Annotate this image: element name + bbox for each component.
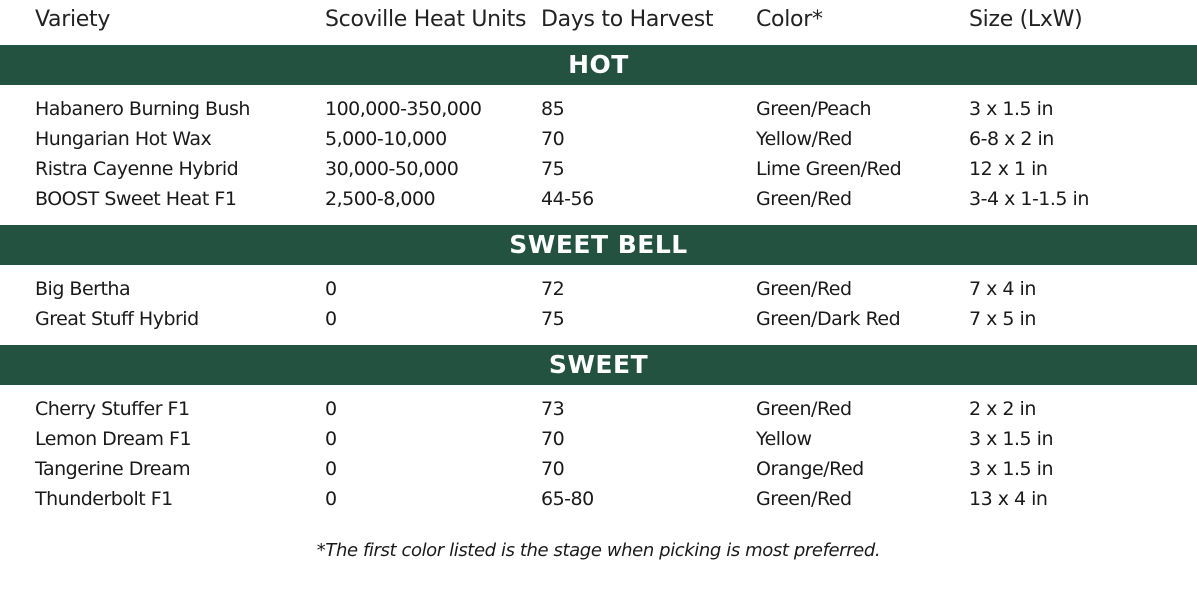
cell-variety: Thunderbolt F1	[35, 488, 173, 510]
cell-color: Green/Red	[756, 488, 852, 510]
column-header-color: Color*	[756, 7, 823, 32]
cell-color: Orange/Red	[756, 458, 864, 480]
cell-days: 75	[541, 308, 565, 330]
cell-variety: Hungarian Hot Wax	[35, 128, 212, 150]
cell-size: 3 x 1.5 in	[969, 98, 1053, 120]
section-band-sweet-bell: SWEET BELL	[0, 225, 1197, 265]
cell-variety: Cherry Stuffer F1	[35, 398, 190, 420]
cell-size: 3 x 1.5 in	[969, 428, 1053, 450]
cell-days: 75	[541, 158, 565, 180]
cell-scoville: 100,000-350,000	[325, 98, 482, 120]
table-row	[0, 184, 1197, 214]
cell-scoville: 2,500-8,000	[325, 188, 436, 210]
cell-scoville: 30,000-50,000	[325, 158, 459, 180]
cell-variety: Big Bertha	[35, 278, 131, 300]
cell-color: Green/Red	[756, 278, 852, 300]
cell-days: 72	[541, 278, 565, 300]
cell-color: Green/Red	[756, 188, 852, 210]
section-band-hot: HOT	[0, 45, 1197, 85]
column-header-size: Size (LxW)	[969, 7, 1083, 32]
cell-color: Green/Peach	[756, 98, 872, 120]
cell-scoville: 0	[325, 278, 337, 300]
cell-size: 3 x 1.5 in	[969, 458, 1053, 480]
cell-variety: Tangerine Dream	[35, 458, 191, 480]
cell-days: 65-80	[541, 488, 594, 510]
table-header-row	[0, 5, 1197, 35]
table-row	[0, 154, 1197, 184]
cell-scoville: 0	[325, 308, 337, 330]
cell-days: 85	[541, 98, 565, 120]
footnote: *The first color listed is the stage when picking is most preferred.	[316, 540, 881, 561]
cell-color: Yellow/Red	[756, 128, 852, 150]
cell-size: 2 x 2 in	[969, 398, 1036, 420]
cell-size: 7 x 4 in	[969, 278, 1036, 300]
cell-days: 70	[541, 458, 565, 480]
table-row	[0, 94, 1197, 124]
cell-days: 44-56	[541, 188, 594, 210]
column-header-scoville: Scoville Heat Units	[325, 7, 527, 32]
cell-size: 6-8 x 2 in	[969, 128, 1054, 150]
cell-size: 3-4 x 1-1.5 in	[969, 188, 1089, 210]
table-row	[0, 484, 1197, 514]
table-row	[0, 454, 1197, 484]
column-header-days: Days to Harvest	[541, 7, 714, 32]
table-row	[0, 424, 1197, 454]
table-row	[0, 274, 1197, 304]
cell-color: Yellow	[756, 428, 812, 450]
table-row	[0, 124, 1197, 154]
table-row	[0, 394, 1197, 424]
table-row	[0, 304, 1197, 334]
cell-variety: Great Stuff Hybrid	[35, 308, 199, 330]
cell-scoville: 0	[325, 398, 337, 420]
cell-scoville: 0	[325, 488, 337, 510]
cell-days: 73	[541, 398, 565, 420]
cell-variety: Ristra Cayenne Hybrid	[35, 158, 239, 180]
cell-variety: Habanero Burning Bush	[35, 98, 250, 120]
cell-size: 13 x 4 in	[969, 488, 1048, 510]
cell-days: 70	[541, 128, 565, 150]
cell-size: 7 x 5 in	[969, 308, 1036, 330]
column-header-variety: Variety	[35, 7, 111, 32]
cell-variety: BOOST Sweet Heat F1	[35, 188, 237, 210]
cell-size: 12 x 1 in	[969, 158, 1048, 180]
cell-variety: Lemon Dream F1	[35, 428, 192, 450]
cell-color: Lime Green/Red	[756, 158, 902, 180]
cell-color: Green/Dark Red	[756, 308, 901, 330]
section-band-sweet: SWEET	[0, 345, 1197, 385]
cell-scoville: 0	[325, 428, 337, 450]
cell-scoville: 0	[325, 458, 337, 480]
cell-scoville: 5,000-10,000	[325, 128, 447, 150]
cell-color: Green/Red	[756, 398, 852, 420]
cell-days: 70	[541, 428, 565, 450]
